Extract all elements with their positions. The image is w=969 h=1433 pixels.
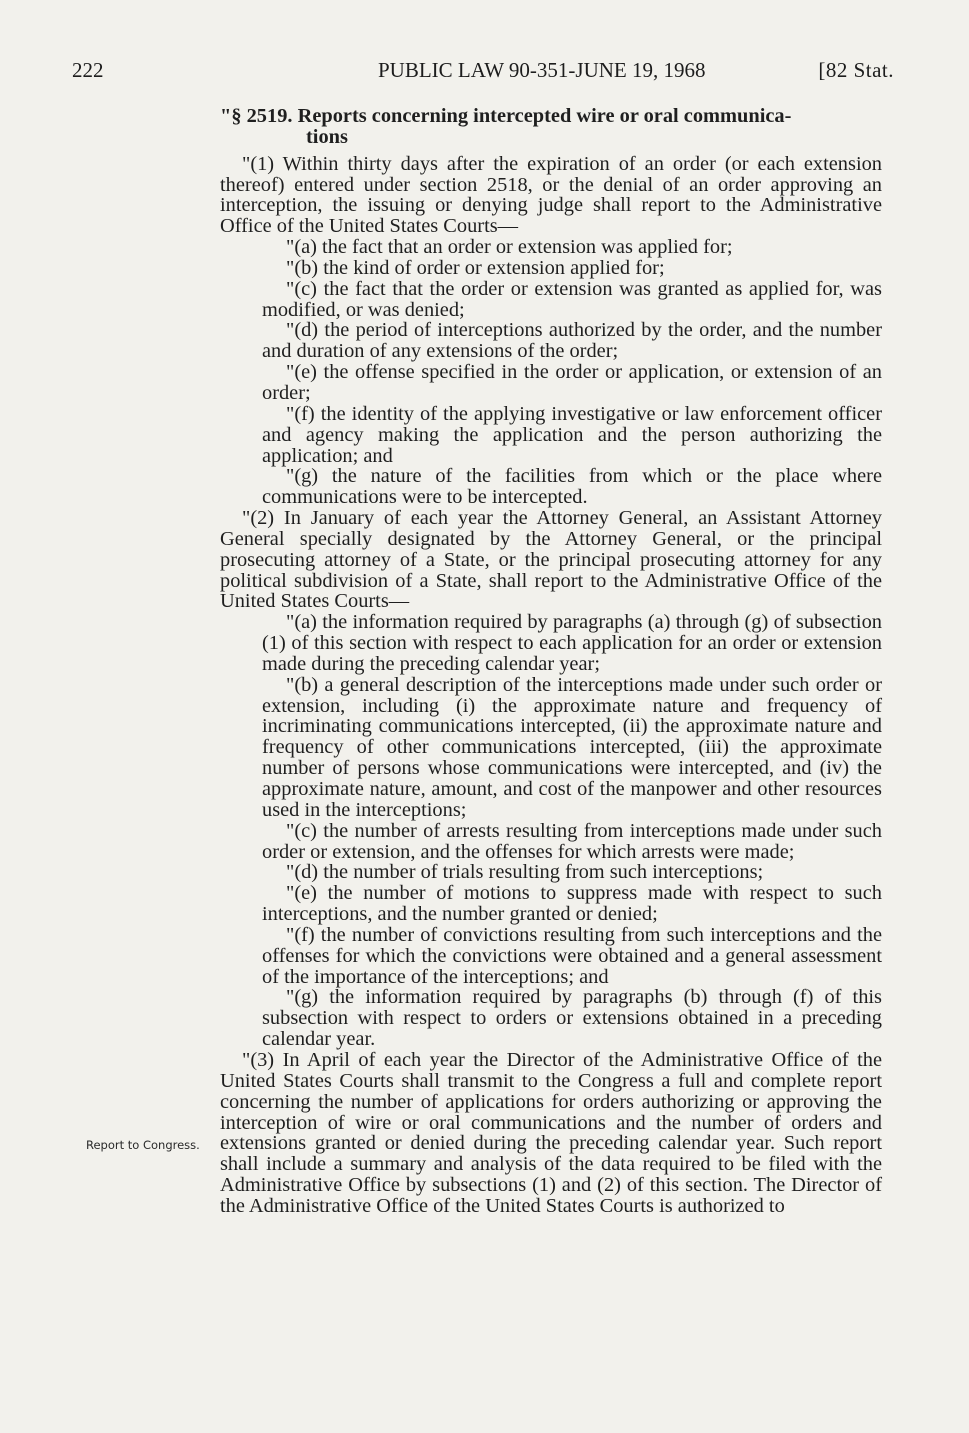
list-item: "(f) the identity of the applying investigative or law enforcement officer and agency making the application and the person authorizing the application; and	[262, 402, 882, 467]
section-heading-line2: tions	[306, 125, 348, 148]
page-number: 222	[72, 58, 104, 82]
running-title: PUBLIC LAW 90-351-JUNE 19, 1968	[378, 58, 706, 82]
list-item: "(g) the information required by paragraphs (b) through (f) of this subsection with respect to orders or extensions obtained in a preceding calendar year.	[262, 986, 882, 1051]
list-item: "(f) the number of convictions resulting from such interceptions and the offenses for which the convictions were obtained and a general assessment of the importance of the interceptions; and	[262, 923, 882, 988]
section-body	[220, 106, 882, 1217]
list-item: "(b) the kind of order or extension applied for;	[286, 256, 665, 279]
list-item: "(e) the number of motions to suppress made with respect to such interceptions, and the number granted or denied;	[262, 882, 882, 926]
section-heading	[220, 106, 882, 148]
margin-note: Report to Congress.	[86, 1138, 200, 1152]
list-item: "(d) the number of trials resulting from such interceptions;	[286, 861, 764, 884]
paragraph-2: "(2) In January of each year the Attorney General, an Assistant Attorney General specially designated by the Attorney General, or the principal prosecuting attorney of a State, or the principal prosecuting attorney for any political subdivision of a State, shall report to the Administrative Office of the United States Courts—	[220, 507, 882, 613]
list-item: "(c) the fact that the order or extension was granted as applied for, was modified, or was denied;	[262, 277, 882, 321]
statute-volume: [82 Stat.	[818, 58, 894, 82]
list-item: "(e) the offense specified in the order or application, or extension of an order;	[262, 361, 882, 404]
list-item: "(a) the information required by paragraphs (a) through (g) of subsection (1) of this section with respect to each application for an order or extension made during the preceding calendar year;	[262, 611, 882, 675]
list-item: "(b) a general description of the interceptions made under such order or extension, including (i) the approximate nature and frequency of incriminating communications intercepted, (ii) the approximate nature and frequency of other communications intercepted, (iii) the approximate number of persons whose communications were intercepted, and (iv) the approximate nature, amount, and cost of the manpower and other resources used in the interceptions;	[262, 673, 882, 821]
list-item: "(g) the nature of the facilities from which or the place where communications were to be intercepted.	[262, 465, 882, 509]
paragraph-1: "(1) Within thirty days after the expiration of an order (or each extension thereof) entered under section 2518, or the denial of an order approving an interception, the issuing or denying judge shall report to the Administrative Office of the United States Courts—	[220, 152, 882, 238]
page-header	[72, 56, 894, 86]
list-item: "(d) the period of interceptions authorized by the order, and the number and duration of any extensions of the order;	[262, 319, 882, 363]
list-item: "(a) the fact that an order or extension was applied for;	[286, 236, 733, 259]
list-item: "(c) the number of arrests resulting from interceptions made under such order or extension, and the offenses for which arrests were made;	[262, 819, 882, 863]
paragraph-3: "(3) In April of each year the Director of the Administrative Office of the United States Courts shall transmit to the Congress a full and complete report concerning the number of applications for orders authorizing or approving the interception of wire or oral communications and the number of orders and extensions granted or denied during the preceding calendar year. Such report shall include a summary and analysis of the data required to be filed with the Administrative Office by subsections (1) and (2) of this section. The Director of the Administrative Office of the United States Courts is authorized to	[220, 1048, 882, 1217]
section-heading-line1: "§ 2519. Reports concerning intercepted wire or oral communica-	[220, 105, 792, 127]
